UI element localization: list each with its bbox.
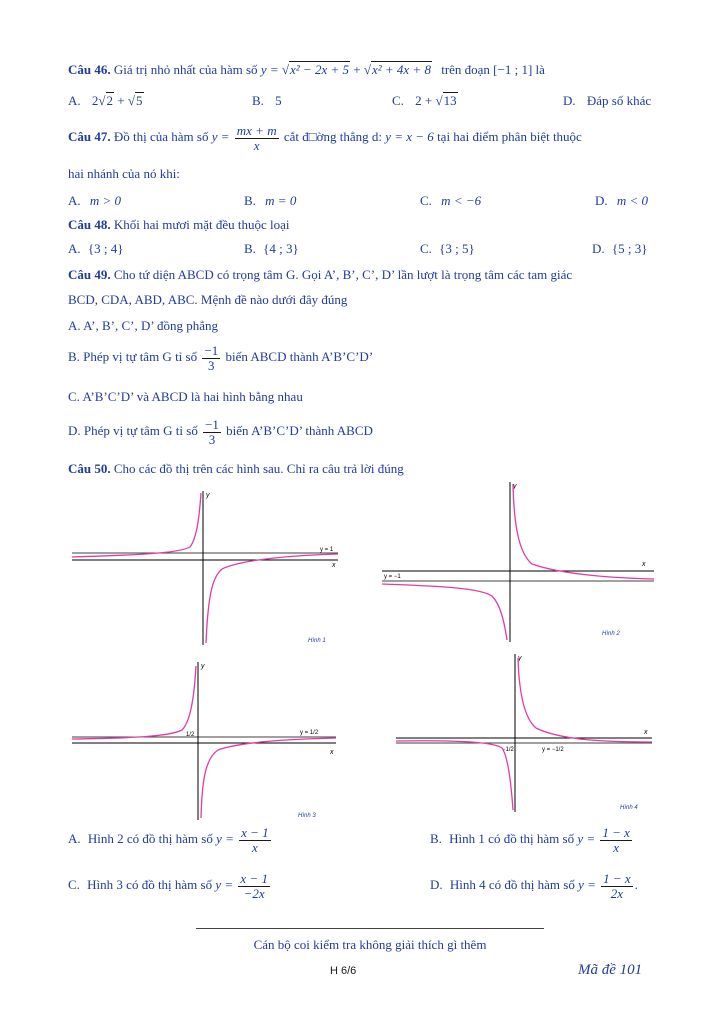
asymptote-label: y = −1	[384, 574, 401, 580]
x-axis-label: x	[644, 729, 648, 736]
footer-note: Cán bộ coi kiểm tra không giải thích gì thêm	[253, 937, 487, 952]
q46-option-d[interactable]: D. Đáp số khác	[563, 93, 652, 108]
q46-text: Giá trị nhỏ nhất của hàm số	[113, 62, 258, 77]
q47-option-b[interactable]: B. m = 0	[244, 193, 297, 208]
q46-text-end: trên đoạn [−1 ; 1] là	[441, 62, 545, 77]
tick-label: −1/2	[502, 747, 514, 753]
tick-label: 1/2	[186, 732, 195, 738]
q49-label: Câu 49.	[68, 267, 111, 282]
x-axis-label: x	[642, 561, 646, 568]
q50-stem: Câu 50. Cho các đồ thị trên các hình sau. Chỉ ra câu trả lời đúng	[68, 461, 404, 476]
figure-caption: Hình 2	[602, 631, 620, 637]
q47-option-a[interactable]: A. m > 0	[68, 193, 122, 208]
y-axis-label: y	[206, 492, 210, 499]
figure-caption: Hình 4	[620, 805, 638, 811]
curve-left-branch	[382, 584, 507, 640]
q46-stem: Câu 46. Giá trị nhỏ nhất của hàm số y = √x² − 2x + 5 + √x² + 4x + 8 trên đoạn [−1 ; 1] là	[68, 62, 545, 77]
figure-hinh-2	[380, 480, 658, 643]
q47-label: Câu 47.	[68, 129, 111, 145]
q47-stem-cont: hai nhánh của nó khi:	[68, 166, 180, 181]
q48-option-d[interactable]: D. {5 ; 3}	[592, 241, 648, 256]
q46-radicand-2: x² + 4x + 8	[371, 62, 431, 77]
figure-caption: Hình 1	[308, 638, 326, 644]
figure-caption: Hình 3	[298, 813, 316, 819]
q50-option-a[interactable]: A. Hình 2 có đồ thị hàm số y = $\frac{x - 1}{x}$	[68, 825, 269, 855]
q46-func-y: y =	[260, 62, 282, 77]
q49-option-a[interactable]: A. A’, B’, C’, D’ đồng phẳng	[68, 318, 218, 333]
q48-label: Câu 48.	[68, 217, 111, 232]
q48-option-c[interactable]: C. {3 ; 5}	[420, 241, 475, 256]
figure-hinh-1	[70, 487, 342, 647]
curve-right-branch	[201, 738, 336, 818]
q47-option-d[interactable]: D. m < 0	[595, 193, 649, 208]
q49-stem-cont: BCD, CDA, ABD, ABC. Mệnh đề nào dưới đây đúng	[68, 292, 348, 307]
q49-option-c[interactable]: C. A’B’C’D’ và ABCD là hai hình bằng nhau	[68, 389, 303, 404]
q50-option-b[interactable]: B. Hình 1 có đồ thị hàm số y = $\frac{1 - x}{x}$	[430, 825, 630, 855]
curve-left-branch	[396, 741, 513, 810]
curve-right-branch	[206, 554, 338, 643]
q49-option-b[interactable]: B. Phép vị tự tâm G tỉ số $\frac{-1}{3}$ biến ABCD thành A’B’C’D’	[68, 343, 374, 373]
q49-stem: Câu 49. Cho tứ diện ABCD có trọng tâm G. Gọi A’, B’, C’, D’ lần lượt là trọng tâm các tam giác	[68, 267, 573, 282]
q50-label: Câu 50.	[68, 461, 111, 476]
q49-option-b-fraction: $\frac{-1}{3}$	[204, 343, 219, 373]
page-number: H 6/6	[330, 965, 357, 977]
asymptote-label: y = 1	[320, 547, 334, 553]
curve-left-branch	[72, 666, 196, 739]
x-axis-label: x	[330, 749, 334, 756]
q49-option-d-fraction: $\frac{-1}{3}$	[205, 417, 219, 447]
figure-hinh-3	[70, 660, 340, 823]
q47-line-eq: y = x − 6	[385, 129, 434, 145]
y-axis-label: y	[201, 663, 205, 670]
figure-hinh-4	[394, 652, 656, 815]
q48-stem: Câu 48. Khối hai mươi mặt đều thuộc loại	[68, 217, 290, 232]
q46-label: Câu 46.	[68, 62, 111, 77]
curve-left-branch	[72, 493, 201, 557]
asymptote-label: y = −1/2	[542, 747, 564, 753]
x-axis-label: x	[332, 562, 336, 569]
y-axis-label: y	[518, 655, 522, 662]
q46-option-c[interactable]: C. 2 + √13	[392, 93, 457, 108]
curve-right-branch	[518, 658, 652, 742]
asymptote-label: y = 1/2	[300, 730, 319, 736]
q46-option-b[interactable]: B. 5	[252, 93, 282, 108]
q48-option-a[interactable]: A. {3 ; 4}	[68, 241, 124, 256]
q47-stem: Câu 47. Đồ thị của hàm số y = $\frac{mx + m}{x}$ cắt đ□ờng thẳng d: y = x − 6 tại hai điểm phân biệt thuộc	[68, 123, 582, 153]
exam-code: Mã đề 101	[578, 962, 643, 978]
q50-option-d[interactable]: D. Hình 4 có đồ thị hàm số y = $\frac{1 - x}{2x}$ .	[430, 871, 638, 901]
q46-radicand-1: x² − 2x + 5	[290, 62, 349, 77]
q49-option-d[interactable]: D. Phép vị tự tâm G tỉ số $\frac{-1}{3}$ biến A’B’C’D’ thành ABCD	[68, 417, 373, 447]
footer-divider	[196, 928, 544, 929]
q46-option-a[interactable]: A. 2√2 + √5	[68, 93, 143, 108]
q48-option-b[interactable]: B. {4 ; 3}	[244, 241, 299, 256]
q47-fraction: $\frac{mx + m}{x}$	[236, 123, 277, 153]
curve-right-branch	[513, 484, 654, 579]
q47-option-c[interactable]: C. m < −6	[420, 193, 482, 208]
y-axis-label: y	[513, 483, 517, 490]
q50-option-c[interactable]: C. Hình 3 có đồ thị hàm số y = $\frac{x - 1}{-2x}$	[68, 871, 268, 901]
